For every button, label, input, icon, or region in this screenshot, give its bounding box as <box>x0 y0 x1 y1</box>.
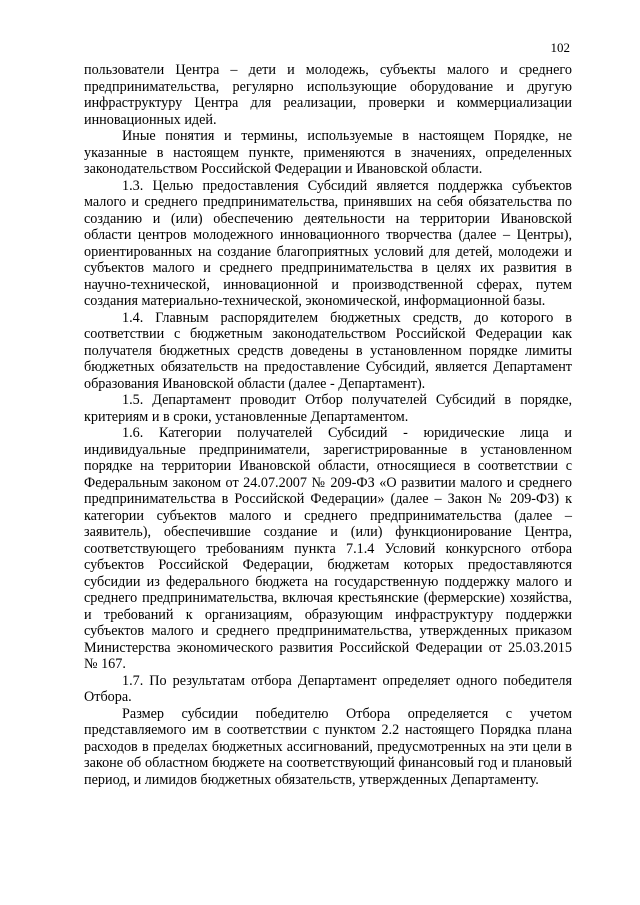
paragraph-subsidy-size: Размер субсидии победителю Отбора определяется с учетом представляемого им в соответствии с пунктом 2.2 настоящего Порядка плана расходов в пределах бюджетных ассигнований, предусмотренных на эти цели в законе об областном бюджете на соответствующий финансовый год и плановый период, и лимидов бюджетных обязательств, утвержденных Департаменту. <box>84 705 572 788</box>
paragraph-terms: Иные понятия и термины, используемые в настоящем Порядке, не указанные в настоящем пункте, применяются в значениях, определенных законодательством Российской Федерации и Ивановской области. <box>84 128 572 177</box>
paragraph-1-3: 1.3. Целью предоставления Субсидий является поддержка субъектов малого и среднего предпринимательства, принявших на себя обязательства по созданию и (или) обеспечению деятельности на территории Ивановской области центров молодежного инновационного творчества (далее – Центры), ориентированных на создание благоприятных условий для детей, молодежи и субъектов малого и среднего предпринимательства в целях их развития в научно-технической, инновационной и производственной сферах, путем создания материально-технической, экономической, информационной базы. <box>84 177 572 309</box>
paragraph-continuation: пользователи Центра – дети и молодежь, субъекты малого и среднего предпринимательства, регулярно использующие оборудование и другую инфраструктуру Центра для реализации, проверки и коммерциализации инновационных идей. <box>84 62 572 128</box>
paragraph-1-6: 1.6. Категории получателей Субсидий - юридические лица и индивидуальные предприниматели, зарегистрированные в установленном порядке на территории Ивановской области, относящиеся в соответствии с Федеральным законом от 24.07.2007 № 209-ФЗ «О развитии малого и среднего предпринимательства в Российской Федерации» (далее – Закон № 209-ФЗ) к категории субъектов малого и среднего предпринимательства (далее – заявитель), обеспечившие создание и (или) функционирование Центра, соответствующего требованиям пункта 7.1.4 Условий конкурсного отбора субъектов Российской Федерации, бюджетам которых предоставляются субсидии из федерального бюджета на государственную поддержку малого и среднего предпринимательства, включая крестьянские (фермерские) хозяйства, и требований к организациям, образующим инфраструктуру поддержки субъектов малого и среднего предпринимательства, утвержденных приказом Министерства экономического развития Российской Федерации от 25.03.2015 № 167. <box>84 425 572 672</box>
document-body <box>84 62 572 788</box>
paragraph-1-5: 1.5. Департамент проводит Отбор получателей Субсидий в порядке, критериям и в сроки, установленные Департаментом. <box>84 392 572 425</box>
page-number: 102 <box>550 40 570 55</box>
paragraph-1-4: 1.4. Главным распорядителем бюджетных средств, до которого в соответствии с бюджетным законодательством Российской Федерации как получателя бюджетных средств доведены в установленном порядке лимиты бюджетных обязательств на предоставление Субсидий, является Департамент образования Ивановской области (далее - Департамент). <box>84 309 572 392</box>
paragraph-1-7: 1.7. По результатам отбора Департамент определяет одного победителя Отбора. <box>84 672 572 705</box>
